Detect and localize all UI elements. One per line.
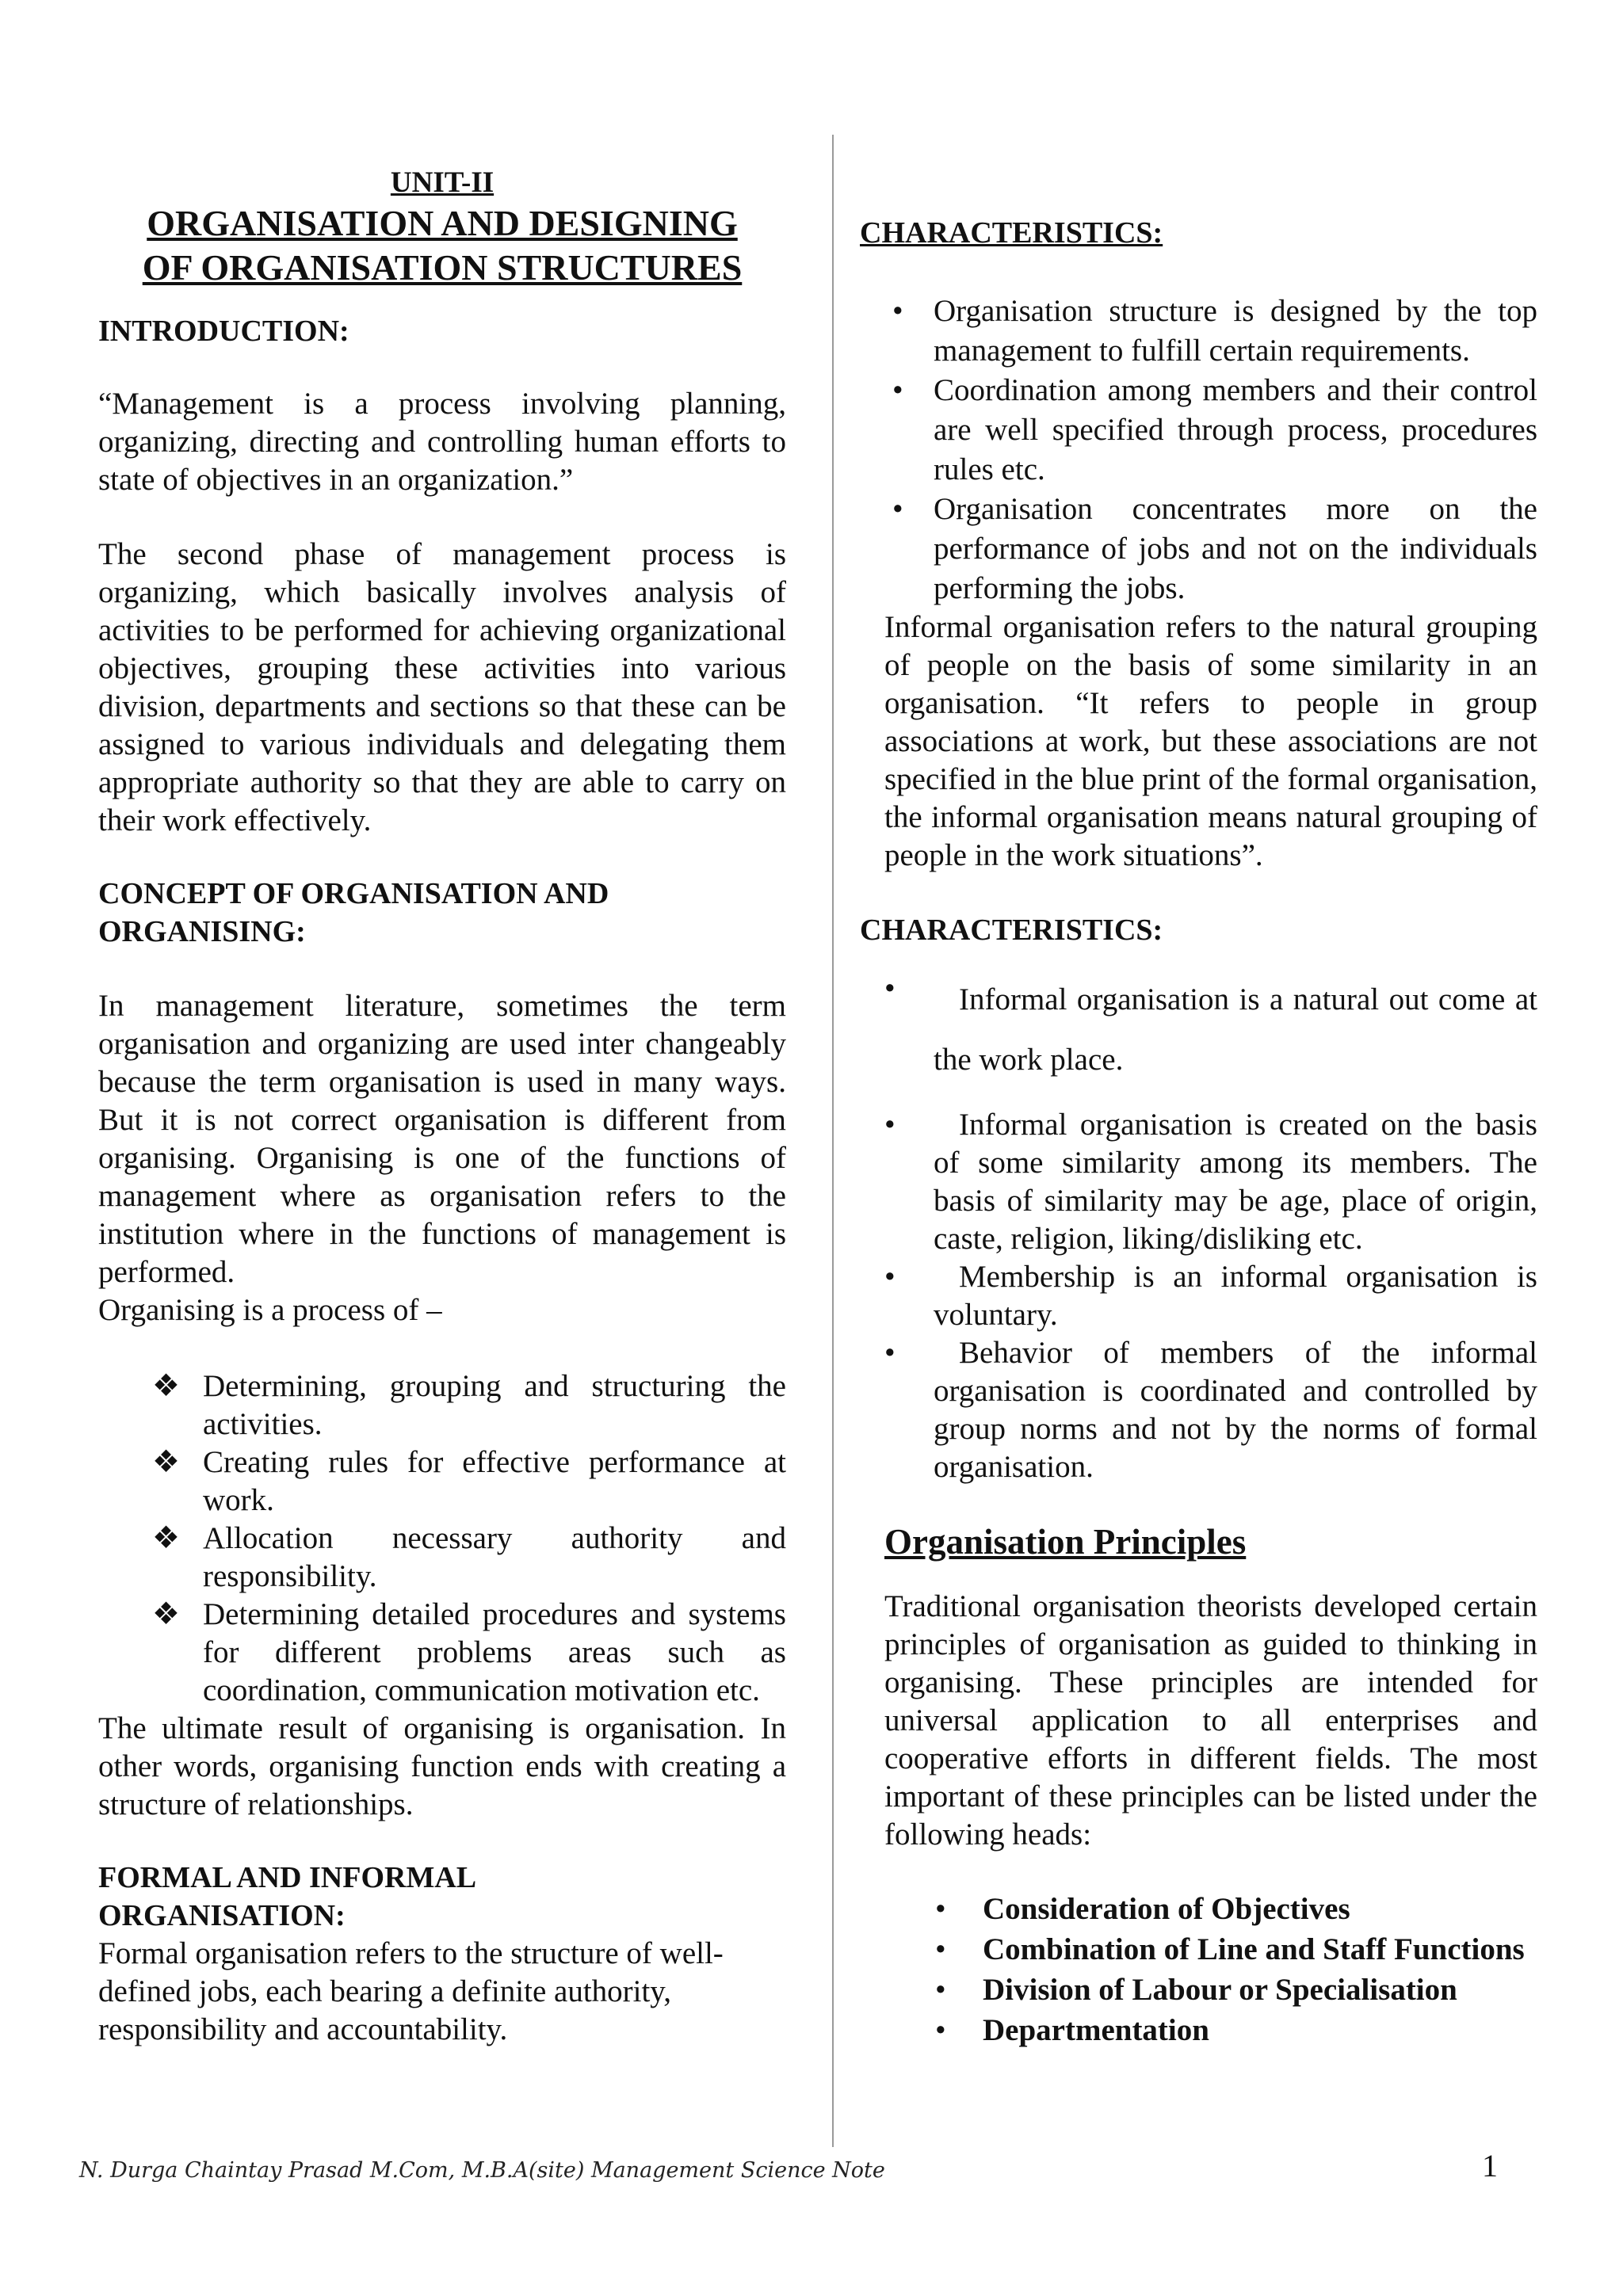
list-item: • Coordination among members and their control are well specified through process, procedures rules etc. bbox=[884, 371, 1537, 490]
list-item: • Division of Labour or Specialisation bbox=[884, 1970, 1537, 2010]
list-item: ❖ Allocation necessary authority and responsibility. bbox=[152, 1521, 786, 1593]
list-item: • Organisation structure is designed by the top management to fulfill certain requirements. bbox=[884, 292, 1537, 371]
list-item: • Informal organisation is a natural out come at the work place. bbox=[884, 971, 1537, 1077]
process-intro: Organising is a process of – bbox=[98, 1293, 442, 1327]
principles-list bbox=[884, 1889, 1537, 2050]
list-item: • Membership is an informal organisation is voluntary. bbox=[884, 1260, 1537, 1332]
page-number: 1 bbox=[1482, 2148, 1498, 2183]
characteristics-heading-2: CHARACTERISTICS: bbox=[860, 913, 1163, 947]
bullet-icon: • bbox=[884, 1260, 896, 1294]
diamond-bullet-icon: ❖ bbox=[152, 1445, 180, 1479]
process-list bbox=[152, 1367, 786, 1710]
bullet-icon: • bbox=[935, 1932, 946, 1966]
left-column bbox=[98, 165, 786, 2049]
formal-heading-line-2: ORGANISATION: bbox=[98, 1899, 346, 1932]
concept-heading-line-1: CONCEPT OF ORGANISATION AND bbox=[98, 877, 609, 910]
formal-characteristics-list bbox=[884, 292, 1537, 608]
page-title-line-1: ORGANISATION AND DESIGNING bbox=[147, 203, 738, 243]
bullet-icon: • bbox=[884, 971, 896, 1005]
bullet-icon: • bbox=[884, 1108, 896, 1142]
bullet-icon: • bbox=[935, 2013, 946, 2047]
principles-heading: Organisation Principles bbox=[884, 1522, 1247, 1562]
introduction-paragraph: The second phase of management process is organizing, which basically involves analysis of activities to be performed for achieving organizational objectives, grouping these activities into various division, departments and sections so that these can be assigned to various individuals and delegating them appropriate authority so that they are able to carry on their work effectively. bbox=[98, 537, 786, 837]
list-item: • Organisation concentrates more on the performance of jobs and not on the individuals performing the jobs. bbox=[884, 490, 1537, 608]
diamond-bullet-icon: ❖ bbox=[152, 1369, 180, 1403]
list-item: • Informal organisation is created on the basis of some similarity among its members. The basis of similarity may be age, place of origin, caste, religion, liking/disliking etc. bbox=[884, 1108, 1537, 1256]
list-item: • Combination of Line and Staff Functions bbox=[884, 1929, 1537, 1970]
formal-paragraph: Formal organisation refers to the structure of well-defined jobs, each bearing a definite authority, responsibility and accountability. bbox=[98, 1936, 724, 2046]
characteristics-heading-1: CHARACTERISTICS: bbox=[860, 216, 1163, 250]
unit-label: UNIT-II bbox=[390, 166, 495, 199]
informal-paragraph: Informal organisation refers to the natural grouping of people on the basis of some similarity in an organisation. “It refers to people in group associations at work, but these associations are not specified in the blue print of the formal organisation, the informal organisation means natural grouping of people in the work situations”. bbox=[884, 610, 1537, 872]
bullet-icon: • bbox=[935, 1892, 946, 1926]
informal-characteristics-list bbox=[884, 970, 1537, 1486]
list-item: • Behavior of members of the informal organisation is coordinated and controlled by group norms and not by the norms of formal organisation. bbox=[884, 1336, 1537, 1484]
diamond-bullet-icon: ❖ bbox=[152, 1597, 180, 1631]
formal-heading-line-1: FORMAL AND INFORMAL bbox=[98, 1861, 477, 1894]
list-item: • Departmentation bbox=[884, 2010, 1537, 2050]
footer-author-note: N. Durga Chaintay Prasad M.Com, M.B.A(site) Management Science Note bbox=[79, 2158, 885, 2183]
page-title-line-2: OF ORGANISATION STRUCTURES bbox=[142, 247, 743, 288]
diamond-bullet-icon: ❖ bbox=[152, 1521, 180, 1555]
list-item: ❖ Determining, grouping and structuring the activities. bbox=[152, 1369, 786, 1441]
bullet-icon: • bbox=[935, 1973, 946, 2007]
result-paragraph: The ultimate result of organising is organisation. In other words, organising function ends with creating a structure of relationships. bbox=[98, 1711, 786, 1821]
introduction-heading: INTRODUCTION: bbox=[98, 315, 349, 348]
bullet-icon: • bbox=[892, 294, 903, 328]
column-divider bbox=[832, 135, 834, 2147]
concept-paragraph: In management literature, sometimes the term organisation and organizing are used inter changeably because the term organisation is used in many ways. But it is not correct organisation is different from organising. Organising is one of the functions of management where as organisation refers to the institution where in the functions of management is performed. bbox=[98, 989, 786, 1289]
list-item: ❖ Determining detailed procedures and systems for different problems areas such as coordination, communication motivation etc. bbox=[152, 1597, 786, 1707]
bullet-icon: • bbox=[892, 492, 903, 526]
bullet-icon: • bbox=[884, 1336, 896, 1370]
introduction-quote: “Management is a process involving planning, organizing, directing and controlling human efforts to state of objectives in an organization.” bbox=[98, 387, 786, 497]
list-item: • Consideration of Objectives bbox=[884, 1889, 1537, 1929]
list-item: ❖ Creating rules for effective performance at work. bbox=[152, 1445, 786, 1517]
concept-heading-line-2: ORGANISING: bbox=[98, 915, 306, 948]
bullet-icon: • bbox=[892, 373, 903, 407]
principles-paragraph: Traditional organisation theorists developed certain principles of organisation as guided to thinking in organising. These principles are intended for universal application to all enterprises and cooperative efforts in different fields. The most important of these principles can be listed under the following heads: bbox=[884, 1589, 1537, 1852]
